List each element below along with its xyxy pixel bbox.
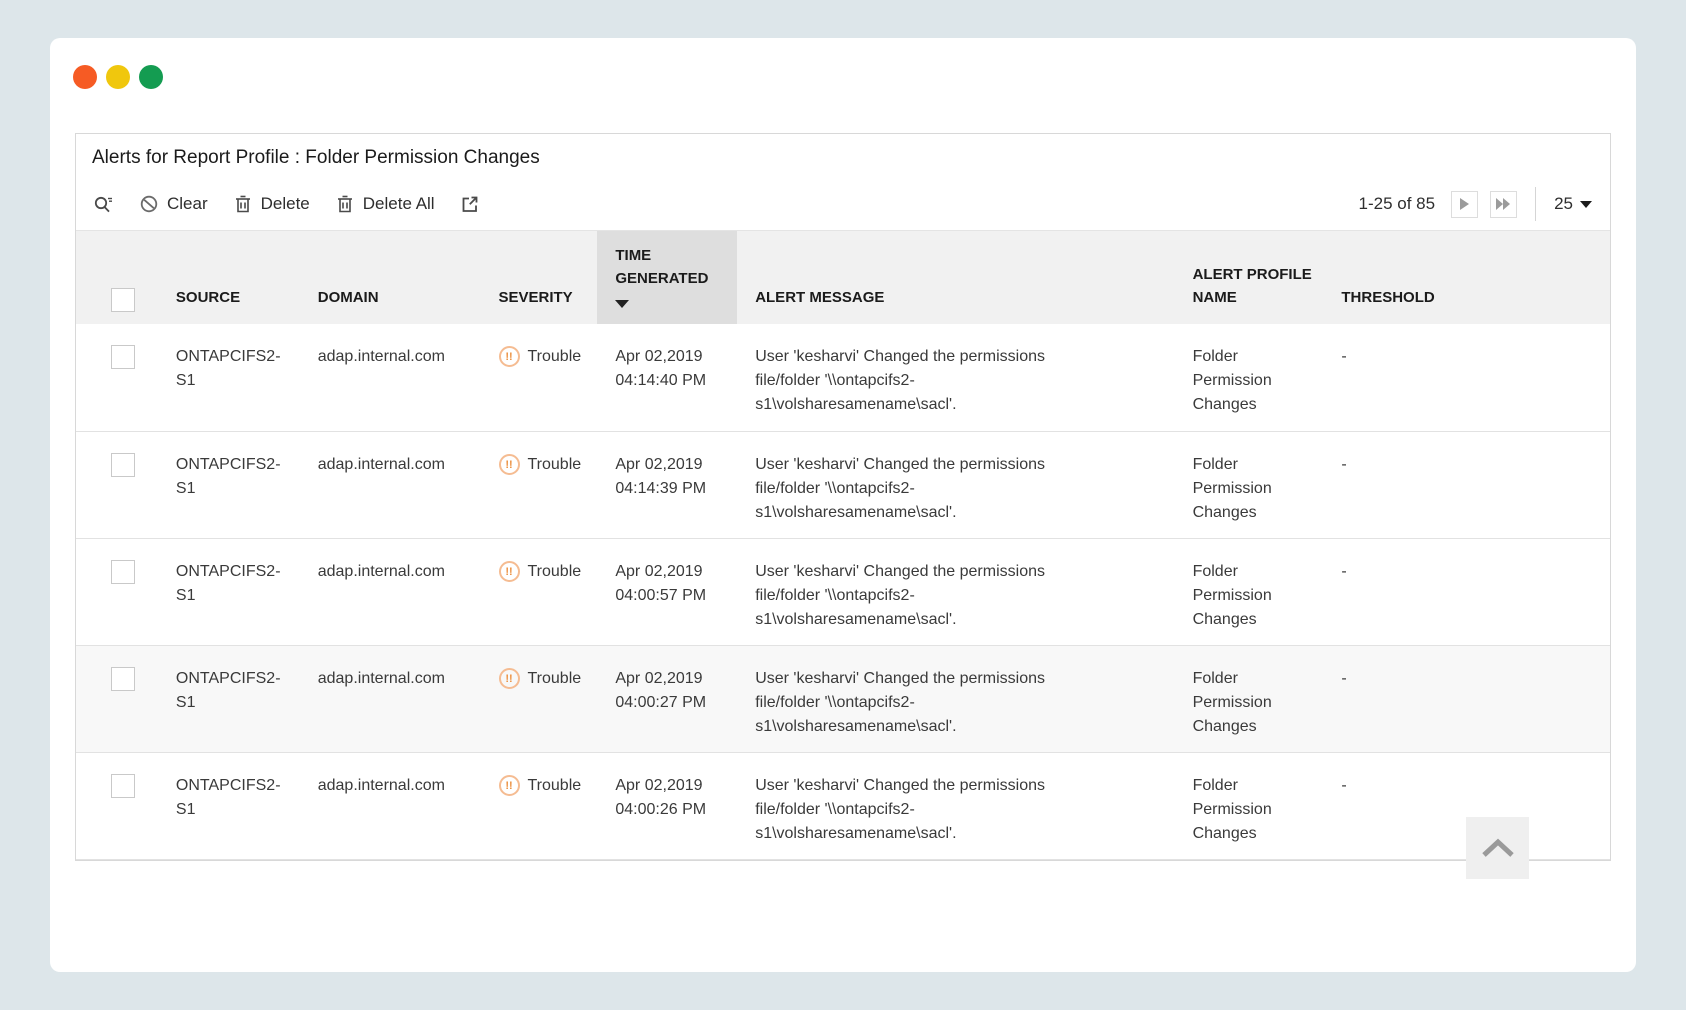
row-select-cell <box>76 324 161 431</box>
minimize-window-icon[interactable] <box>106 65 130 89</box>
last-page-icon <box>1496 198 1511 210</box>
trouble-severity-icon: !! <box>499 454 520 475</box>
divider <box>1535 187 1536 221</box>
trouble-severity-icon: !! <box>499 346 520 367</box>
table-row <box>76 431 1610 538</box>
domain-cell: adap.internal.com <box>317 348 445 365</box>
threshold-cell: - <box>1341 777 1347 794</box>
toolbar-actions <box>92 193 481 215</box>
trouble-severity-icon: !! <box>499 561 520 582</box>
select-all-checkbox[interactable] <box>111 288 135 312</box>
threshold-cell: - <box>1341 348 1347 365</box>
window-controls <box>73 65 163 89</box>
table-header <box>76 230 1610 324</box>
delete-button[interactable] <box>232 193 310 215</box>
alert-message-cell: User 'kesharvi' Changed the permissions file/folder '\\ontapcifs2-s1\volsharesamename\sacl'. <box>755 563 1045 628</box>
table-row <box>76 538 1610 645</box>
page-size-dropdown[interactable] <box>1554 194 1592 214</box>
alert-message-cell: User 'kesharvi' Changed the permissions file/folder '\\ontapcifs2-s1\volsharesamename\sacl'. <box>755 456 1045 521</box>
table-row <box>76 645 1610 752</box>
severity-cell: !! Trouble <box>484 646 598 752</box>
row-checkbox[interactable] <box>111 453 135 477</box>
search-filter-icon[interactable] <box>92 193 114 215</box>
domain-cell: adap.internal.com <box>317 670 445 687</box>
alerts-panel <box>75 133 1611 861</box>
toolbar <box>76 178 1610 230</box>
time-generated-cell: Apr 02,2019 04:00:26 PM <box>615 777 707 818</box>
next-page-button[interactable] <box>1451 191 1478 218</box>
severity-cell: !! Trouble <box>484 432 598 538</box>
severity-cell: !! Trouble <box>484 539 598 645</box>
source-cell: ONTAPCIFS2-S1 <box>175 670 281 711</box>
alert-profile-name-cell: Folder Permission Changes <box>1192 670 1272 735</box>
column-header-time-label: TIME GENERATED <box>615 247 709 287</box>
table-row <box>76 324 1610 431</box>
pagination <box>1359 187 1592 221</box>
source-cell: ONTAPCIFS2-S1 <box>175 456 281 497</box>
row-select-cell <box>76 432 161 538</box>
threshold-cell: - <box>1341 456 1347 473</box>
alert-message-cell: User 'kesharvi' Changed the permissions file/folder '\\ontapcifs2-s1\volsharesamename\sacl'. <box>755 777 1045 842</box>
clear-button[interactable] <box>138 193 208 215</box>
source-cell: ONTAPCIFS2-S1 <box>175 563 281 604</box>
time-generated-cell: Apr 02,2019 04:00:57 PM <box>615 563 707 604</box>
column-header-severity[interactable]: SEVERITY <box>498 289 573 306</box>
chevron-up-icon <box>1480 838 1516 858</box>
column-header-threshold[interactable]: THRESHOLD <box>1341 289 1435 306</box>
threshold-cell: - <box>1341 563 1347 580</box>
clear-label: Clear <box>167 194 208 213</box>
time-generated-cell: Apr 02,2019 04:14:39 PM <box>615 456 707 497</box>
column-header-domain[interactable]: DOMAIN <box>317 289 379 306</box>
alert-message-cell: User 'kesharvi' Changed the permissions file/folder '\\ontapcifs2-s1\volsharesamename\sacl'. <box>755 348 1045 413</box>
threshold-cell: - <box>1341 670 1347 687</box>
domain-cell: adap.internal.com <box>317 456 445 473</box>
column-header-time-generated[interactable] <box>597 231 737 324</box>
row-checkbox[interactable] <box>111 774 135 798</box>
domain-cell: adap.internal.com <box>317 563 445 580</box>
maximize-window-icon[interactable] <box>139 65 163 89</box>
delete-label: Delete <box>260 194 310 213</box>
row-select-cell <box>76 539 161 645</box>
row-select-cell <box>76 753 161 859</box>
severity-cell: !! Trouble <box>484 324 598 431</box>
domain-cell: adap.internal.com <box>317 777 445 794</box>
sort-descending-icon[interactable] <box>615 300 629 308</box>
page-range-label: 1-25 of 85 <box>1358 194 1436 213</box>
column-header-alert-message[interactable]: ALERT MESSAGE <box>755 289 885 306</box>
severity-cell: !! Trouble <box>484 753 598 859</box>
table-row <box>76 752 1610 859</box>
source-cell: ONTAPCIFS2-S1 <box>175 777 281 818</box>
close-window-icon[interactable] <box>73 65 97 89</box>
column-header-alert-profile-name[interactable]: ALERT PROFILE NAME <box>1192 266 1312 306</box>
last-page-button[interactable] <box>1490 191 1517 218</box>
page-title: Alerts for Report Profile : Folder Permission Changes <box>92 147 540 168</box>
row-select-cell <box>76 646 161 752</box>
alert-profile-name-cell: Folder Permission Changes <box>1192 456 1272 521</box>
time-generated-cell: Apr 02,2019 04:00:27 PM <box>615 670 707 711</box>
trash-icon <box>334 193 356 215</box>
chevron-down-icon <box>1580 201 1592 208</box>
source-cell: ONTAPCIFS2-S1 <box>175 348 281 389</box>
clear-icon <box>138 193 160 215</box>
delete-all-button[interactable] <box>334 193 435 215</box>
export-icon[interactable] <box>459 193 481 215</box>
table-body <box>76 324 1610 860</box>
trouble-severity-icon: !! <box>499 668 520 689</box>
delete-all-label: Delete All <box>362 194 435 213</box>
alert-message-cell: User 'kesharvi' Changed the permissions file/folder '\\ontapcifs2-s1\volsharesamename\sacl'. <box>755 670 1045 735</box>
row-checkbox[interactable] <box>111 667 135 691</box>
alert-profile-name-cell: Folder Permission Changes <box>1192 348 1272 413</box>
scroll-to-top-button[interactable] <box>1466 817 1529 879</box>
page-size-value: 25 <box>1554 194 1573 213</box>
trash-icon <box>232 193 254 215</box>
time-generated-cell: Apr 02,2019 04:14:40 PM <box>615 348 707 389</box>
row-checkbox[interactable] <box>111 560 135 584</box>
column-header-source[interactable]: SOURCE <box>175 289 241 306</box>
next-page-icon <box>1459 198 1470 210</box>
alert-profile-name-cell: Folder Permission Changes <box>1192 777 1272 842</box>
alert-profile-name-cell: Folder Permission Changes <box>1192 563 1272 628</box>
row-checkbox[interactable] <box>111 345 135 369</box>
app-window <box>50 38 1636 972</box>
trouble-severity-icon: !! <box>499 775 520 796</box>
select-all-cell <box>76 231 161 324</box>
